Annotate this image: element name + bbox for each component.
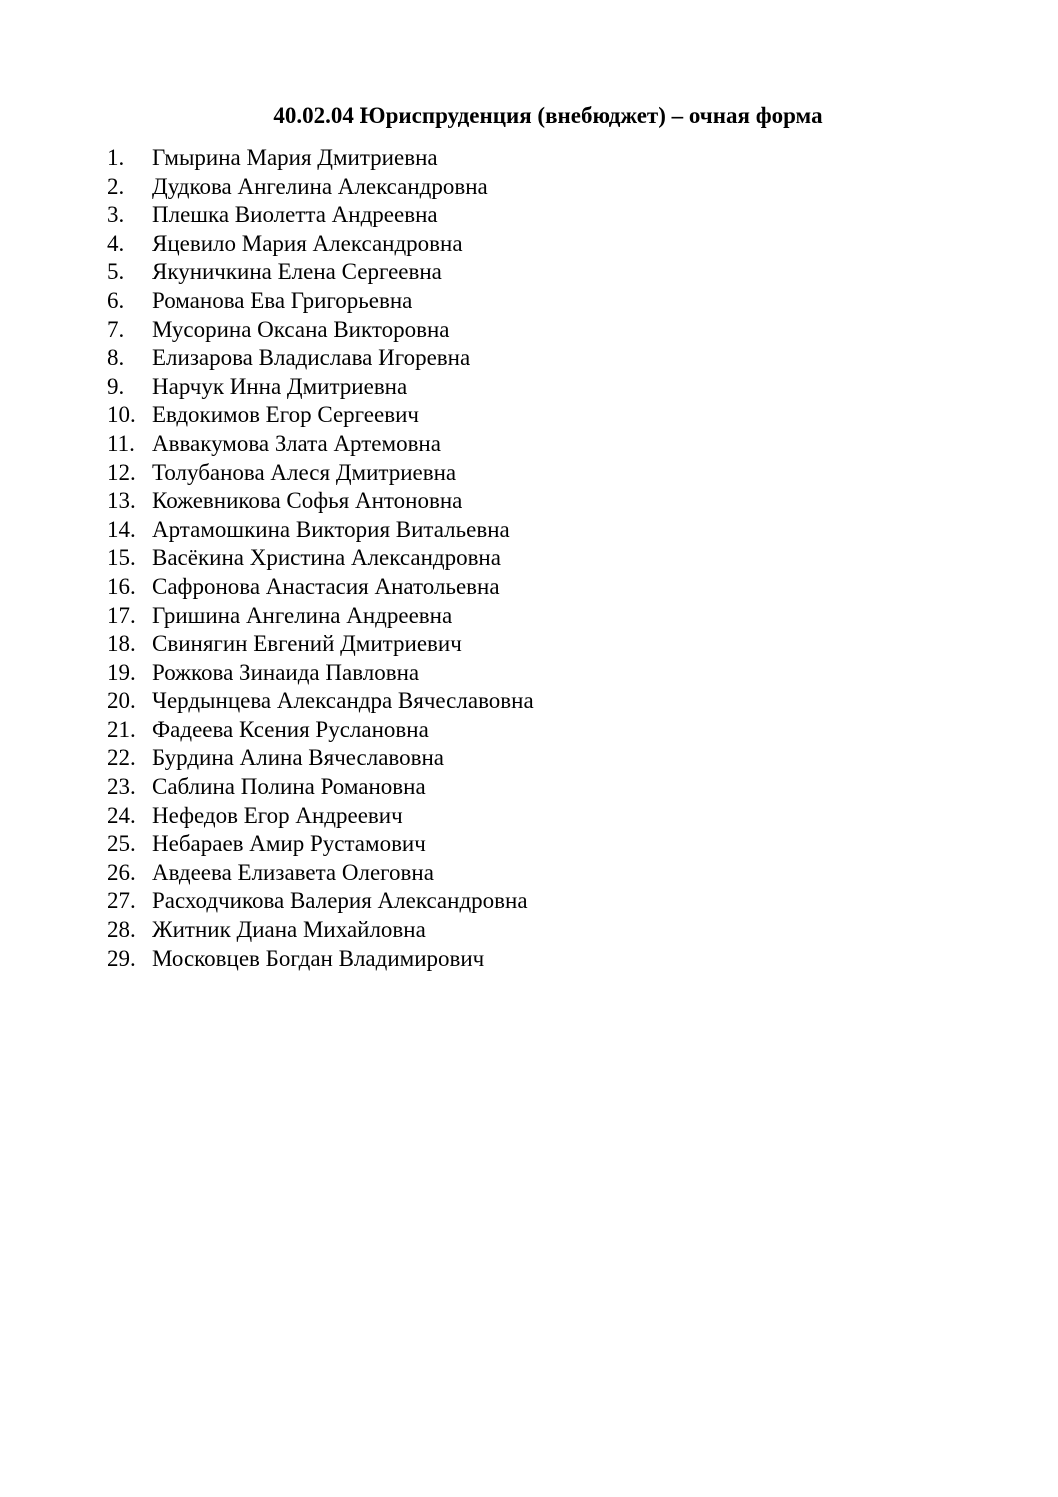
- item-number: 12.: [107, 459, 136, 485]
- item-number: 16.: [107, 573, 136, 599]
- student-name: Толубанова Алеся Дмитриевна: [152, 459, 457, 485]
- list-item: [107, 659, 534, 688]
- student-name: Васёкина Христина Александровна: [152, 545, 501, 571]
- student-name: Романова Ева Григорьевна: [152, 287, 413, 313]
- item-number: 11.: [107, 430, 135, 456]
- item-number: 9.: [107, 373, 125, 399]
- item-number: 4.: [107, 230, 125, 256]
- list-item: [107, 630, 534, 659]
- list-item: [107, 173, 534, 202]
- item-number: 13.: [107, 488, 136, 514]
- student-name: Рожкова Зинаида Павловна: [152, 659, 420, 685]
- student-list: [107, 144, 534, 973]
- item-number: 10.: [107, 402, 136, 428]
- item-number: 1.: [107, 145, 125, 170]
- student-name: Сафронова Анастасия Анатольевна: [152, 573, 500, 599]
- student-name: Нарчук Инна Дмитриевна: [152, 373, 408, 399]
- item-number: 20.: [107, 688, 136, 714]
- list-item: [107, 487, 534, 516]
- list-item: [107, 802, 534, 831]
- student-name: Небараев Амир Рустамович: [152, 831, 426, 857]
- item-number: 23.: [107, 774, 136, 800]
- list-item: [107, 230, 534, 259]
- list-item: [107, 687, 534, 716]
- list-item: [107, 773, 534, 802]
- student-name: Саблина Полина Романовна: [152, 774, 426, 800]
- item-number: 17.: [107, 602, 136, 628]
- item-number: 5.: [107, 259, 125, 285]
- item-number: 7.: [107, 316, 125, 342]
- student-name: Елизарова Владислава Игоревна: [152, 345, 471, 371]
- student-name: Житник Диана Михайловна: [152, 917, 426, 943]
- list-item: [107, 401, 534, 430]
- item-number: 25.: [107, 831, 136, 857]
- list-item: [107, 287, 534, 316]
- item-number: 26.: [107, 859, 136, 885]
- student-name: Фадеева Ксения Руслановна: [152, 716, 429, 742]
- item-number: 28.: [107, 917, 136, 943]
- student-name: Евдокимов Егор Сергеевич: [152, 402, 419, 428]
- item-number: 22.: [107, 745, 136, 771]
- list-item: [107, 258, 534, 287]
- student-name: Бурдина Алина Вячеславовна: [152, 745, 445, 771]
- student-name: Московцев Богдан Владимирович: [152, 945, 485, 971]
- list-item: [107, 316, 534, 345]
- item-number: 6.: [107, 287, 125, 313]
- list-item: [107, 544, 534, 573]
- student-name: Чердынцева Александра Вячеславовна: [152, 688, 534, 714]
- student-name: Аввакумова Злата Артемовна: [152, 430, 441, 456]
- list-item: [107, 373, 534, 402]
- item-number: 8.: [107, 345, 125, 371]
- item-number: 2.: [107, 173, 125, 199]
- item-number: 19.: [107, 659, 136, 685]
- item-number: 21.: [107, 716, 136, 742]
- student-name: Якуничкина Елена Сергеевна: [152, 259, 442, 285]
- student-name: Плешка Виолетта Андреевна: [152, 202, 438, 228]
- list-item: [107, 516, 534, 545]
- student-name: Гмырина Мария Дмитриевна: [152, 145, 438, 170]
- item-number: 27.: [107, 888, 136, 914]
- student-name: Расходчикова Валерия Александровна: [152, 888, 528, 914]
- item-number: 18.: [107, 631, 136, 657]
- student-name: Авдеева Елизавета Олеговна: [152, 859, 434, 885]
- student-name: Кожевникова Софья Антоновна: [152, 488, 463, 514]
- list-item: [107, 602, 534, 631]
- item-number: 24.: [107, 802, 136, 828]
- student-name: Гришина Ангелина Андреевна: [152, 602, 453, 628]
- list-item: [107, 344, 534, 373]
- student-name: Артамошкина Виктория Витальевна: [152, 516, 510, 542]
- student-name: Яцевило Мария Александровна: [152, 230, 463, 256]
- list-item: [107, 945, 534, 974]
- list-item: [107, 744, 534, 773]
- student-name: Свинягин Евгений Дмитриевич: [152, 631, 462, 657]
- item-number: 15.: [107, 545, 136, 571]
- list-item: [107, 459, 534, 488]
- document-title: 40.02.04 Юриспруденция (внебюджет) – очная форма: [273, 103, 823, 128]
- student-name: Дудкова Ангелина Александровна: [152, 173, 488, 199]
- list-item: [107, 887, 534, 916]
- list-item: [107, 830, 534, 859]
- list-item: [107, 916, 534, 945]
- list-item: [107, 573, 534, 602]
- list-item: [107, 144, 534, 173]
- item-number: 29.: [107, 945, 136, 971]
- item-number: 14.: [107, 516, 136, 542]
- list-item: [107, 859, 534, 888]
- student-name: Нефедов Егор Андреевич: [152, 802, 403, 828]
- list-item: [107, 716, 534, 745]
- list-item: [107, 201, 534, 230]
- student-name: Мусорина Оксана Викторовна: [152, 316, 450, 342]
- list-item: [107, 430, 534, 459]
- item-number: 3.: [107, 202, 125, 228]
